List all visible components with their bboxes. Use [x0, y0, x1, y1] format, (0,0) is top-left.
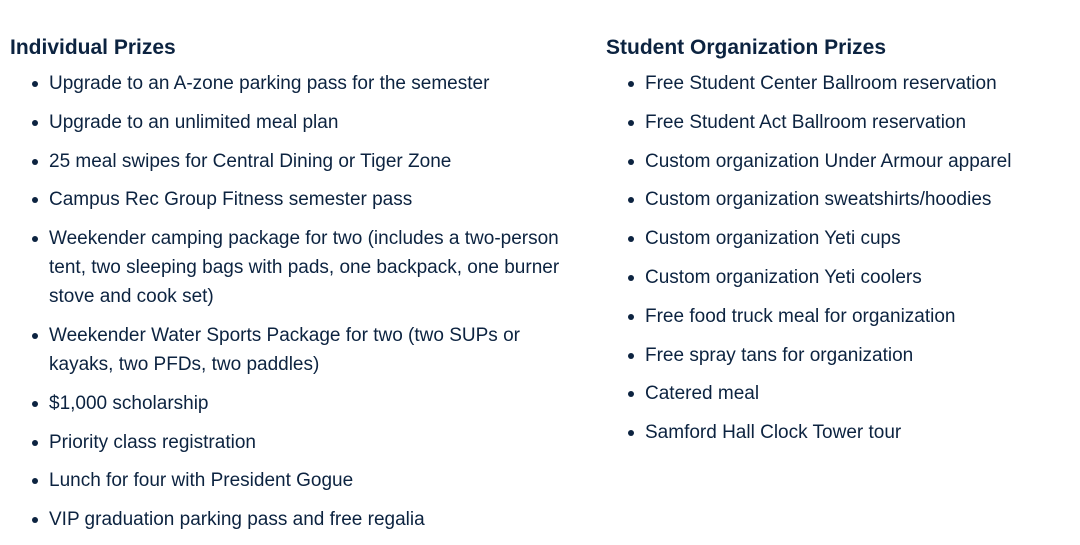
list-item-text: VIP graduation parking pass and free regalia	[49, 509, 425, 531]
list-item-text: $1,000 scholarship	[49, 392, 209, 414]
bullet-icon	[628, 430, 634, 436]
list-item-text: Campus Rec Group Fitness semester pass	[49, 189, 413, 211]
list-item	[606, 341, 1076, 370]
organization-prizes-heading: Student Organization Prizes	[606, 36, 887, 59]
bullet-icon	[32, 401, 38, 407]
list-item-text: 25 meal swipes for Central Dining or Tiger Zone	[49, 150, 452, 172]
list-item	[10, 185, 590, 214]
list-item-text: Custom organization Under Armour apparel	[645, 150, 1012, 172]
bullet-icon	[628, 159, 634, 165]
bullet-icon	[628, 81, 634, 87]
list-item-text: Free Student Act Ballroom reservation	[645, 111, 967, 133]
list-item	[606, 418, 1076, 447]
list-item	[10, 428, 590, 457]
organization-prizes-list	[606, 69, 1076, 447]
list-item-text: Upgrade to an unlimited meal plan	[49, 111, 339, 133]
list-item	[606, 263, 1076, 292]
list-item-text: Lunch for four with President Gogue	[49, 470, 354, 492]
list-item	[10, 147, 590, 176]
list-item-text: Priority class registration	[49, 431, 256, 453]
list-item-text: Free food truck meal for organization	[645, 305, 956, 327]
list-item	[606, 69, 1076, 98]
bullet-icon	[32, 159, 38, 165]
list-item	[10, 224, 569, 311]
bullet-icon	[628, 120, 634, 126]
bullet-icon	[32, 333, 38, 339]
list-item	[10, 505, 590, 534]
individual-prizes-heading: Individual Prizes	[10, 36, 176, 59]
bullet-icon	[628, 197, 634, 203]
list-item	[10, 69, 590, 98]
list-item	[606, 224, 1076, 253]
list-item	[606, 379, 1076, 408]
bullet-icon	[32, 197, 38, 203]
list-item-text: Free Student Center Ballroom reservation	[645, 73, 997, 94]
list-item-text: Catered meal	[645, 383, 760, 405]
bullet-icon	[32, 236, 38, 242]
list-item	[606, 302, 1076, 331]
list-item	[606, 108, 1076, 137]
bullet-icon	[32, 120, 38, 126]
bullet-icon	[628, 236, 634, 242]
organization-prizes-section	[606, 34, 1076, 457]
list-item-text: Weekender Water Sports Package for two (two SUPs or kayaks, two PFDs, two paddles)	[49, 324, 520, 375]
bullet-icon	[628, 275, 634, 281]
bullet-icon	[628, 391, 634, 397]
list-item	[606, 147, 1076, 176]
bullet-icon	[628, 314, 634, 320]
list-item	[10, 389, 590, 418]
list-item-text: Custom organization sweatshirts/hoodies	[645, 189, 992, 211]
bullet-icon	[628, 353, 634, 359]
list-item-text: Custom organization Yeti cups	[645, 228, 901, 250]
bullet-icon	[32, 440, 38, 446]
list-item	[10, 466, 590, 495]
list-item	[10, 321, 589, 379]
bullet-icon	[32, 81, 38, 87]
list-item-text: Custom organization Yeti coolers	[645, 266, 922, 288]
list-item	[10, 108, 590, 137]
bullet-icon	[32, 517, 38, 523]
bullet-icon	[32, 478, 38, 484]
list-item	[606, 185, 1076, 214]
list-item-text: Free spray tans for organization	[645, 344, 914, 366]
individual-prizes-section	[10, 34, 590, 544]
list-item-text: Upgrade to an A-zone parking pass for the semester	[49, 73, 490, 94]
list-item-text: Samford Hall Clock Tower tour	[645, 422, 902, 444]
individual-prizes-list	[10, 69, 590, 534]
list-item-text: Weekender camping package for two (includes a two-person tent, two sleeping bags with pads, one backpack, one burner stove and cook set)	[49, 228, 560, 308]
